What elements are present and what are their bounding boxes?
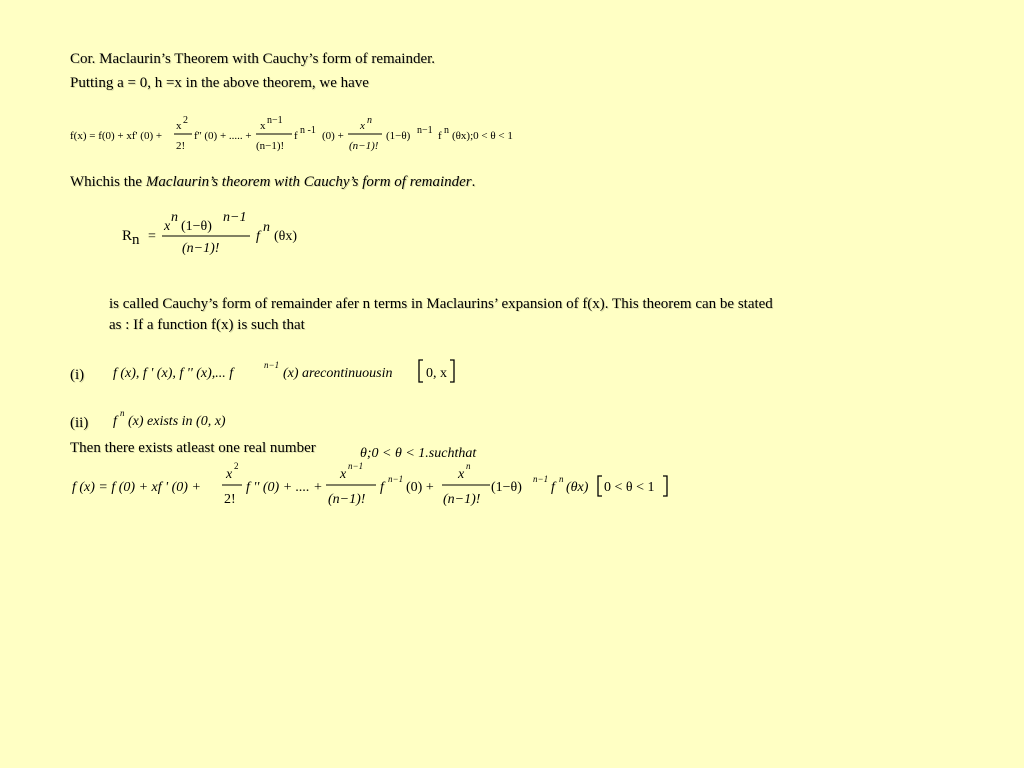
eq1-t4-mid: (1−θ) (386, 130, 411, 142)
then-line-text: Then there exists atleast one real number (70, 440, 316, 456)
whichis-suffix: . (471, 174, 476, 190)
rem-den: (n−1)! (182, 241, 220, 256)
cond-i-lbracket (419, 360, 423, 382)
eq1-lhs: f(x) = f(0) + xf' (0) + (70, 130, 163, 142)
eq1-t3-den: (n−1)! (256, 140, 285, 152)
eq1-t3-exp: n−1 (267, 115, 283, 126)
eq1-t2-tail: f'' (0) + ..... + (194, 130, 252, 142)
fin-t2-exp: 2 (234, 461, 239, 471)
eq1-t3-fexp: n -1 (300, 125, 316, 136)
cond-i-label: (i) (70, 367, 85, 383)
rem-f: f (256, 229, 260, 244)
final-equation (70, 460, 670, 510)
whichis-line (70, 173, 475, 191)
eq1-t4-den: (n−1)! (349, 140, 379, 152)
fin-t3-f: f (380, 480, 384, 495)
maclaurin-equation (70, 112, 540, 156)
whichis-italic: Maclaurin’s theorem with Cauchy’s form of remainder (145, 174, 472, 190)
fin-t3-fexp: n−1 (388, 474, 404, 484)
eq1-t4-midexp: n−1 (417, 125, 433, 136)
remainder-formula (120, 208, 320, 258)
cauchy-para-line2: as : If a function f(x) is such that (109, 317, 305, 333)
fin-rbracket (663, 476, 667, 496)
fin-t3-num: x (340, 467, 347, 482)
cond-ii-label: (ii) (70, 415, 89, 431)
fin-t4-arg: (θx) (566, 480, 589, 495)
eq1-t3-arg: (0) + (322, 130, 344, 142)
eq1-t4-tail: (θx);0 < θ < 1 (452, 130, 513, 142)
fin-t4-fexp: n (559, 474, 564, 484)
cond-ii-exp: n (120, 408, 125, 418)
rem-arg: (θx) (274, 229, 298, 244)
corollary-heading: Cor. Maclaurin’s Theorem with Cauchy’s form of remainder. (70, 51, 436, 67)
cond-i-expr-b: (x) arecontinuousin (283, 366, 393, 381)
fin-t3-den: (n−1)! (328, 492, 366, 507)
fin-t2-den: 2! (224, 492, 236, 507)
rem-num-mid-exp: n−1 (223, 210, 247, 225)
then-math: θ;0 < θ < 1.suchthat (360, 446, 477, 461)
rem-num-x: x (164, 219, 171, 234)
eq1-t3-num: x (260, 120, 266, 132)
rem-R: R (122, 228, 133, 244)
rem-num-x-exp: n (171, 210, 178, 225)
fin-lbracket (598, 476, 602, 496)
putting-line: Putting a = 0, h =x in the above theorem, we have (70, 75, 369, 91)
rem-equals: = (148, 229, 156, 244)
whichis-prefix: Whichis the (70, 174, 146, 190)
fin-t4-num: x (458, 467, 465, 482)
cond-i-interval: 0, x (426, 366, 447, 381)
eq1-t2-den: 2! (176, 140, 186, 152)
cauchy-para-line1: is called Cauchy’s form of remainder afer n terms in Maclaurins’ expansion of f(x). This theorem can be stated (109, 296, 773, 312)
eq1-t4-f: f (438, 130, 442, 142)
rem-num-mid: (1−θ) (181, 219, 212, 234)
fin-t4-midexp: n−1 (533, 474, 549, 484)
eq1-t4-fexp: n (444, 125, 449, 136)
cond-ii-rest: (x) exists in (0, x) (128, 414, 226, 429)
eq1-t2-num: x (176, 120, 182, 132)
eq1-t4-num: x (360, 120, 365, 132)
fin-t2-num: x (226, 467, 233, 482)
eq1-t4-exp: n (367, 115, 372, 126)
cond-ii-f: f (113, 414, 117, 429)
fin-bracket-text: 0 < θ < 1 (604, 480, 655, 495)
cond-ii-expr (113, 406, 273, 432)
cond-i-expr-a: f (x), f ' (x), f '' (x),... f (113, 366, 234, 381)
fin-t3-tail: (0) + (406, 480, 434, 495)
eq1-t2-exp: 2 (183, 115, 188, 126)
fin-t2-tail: f '' (0) + .... + (246, 480, 323, 495)
cond-i-rbracket (450, 360, 454, 382)
fin-t4-exp: n (466, 461, 471, 471)
fin-t4-f: f (551, 480, 555, 495)
rem-R-sub: n (132, 232, 140, 248)
cond-i-exp: n−1 (264, 360, 280, 370)
fin-t4-den: (n−1)! (443, 492, 481, 507)
fin-t3-exp: n−1 (348, 461, 364, 471)
rem-f-exp: n (263, 220, 270, 235)
fin-t4-mid: (1−θ) (491, 480, 522, 495)
fin-lhs: f (x) = f (0) + xf ' (0) + (72, 480, 201, 495)
cond-i-expr (113, 357, 463, 387)
eq1-t3-f: f (294, 130, 298, 142)
